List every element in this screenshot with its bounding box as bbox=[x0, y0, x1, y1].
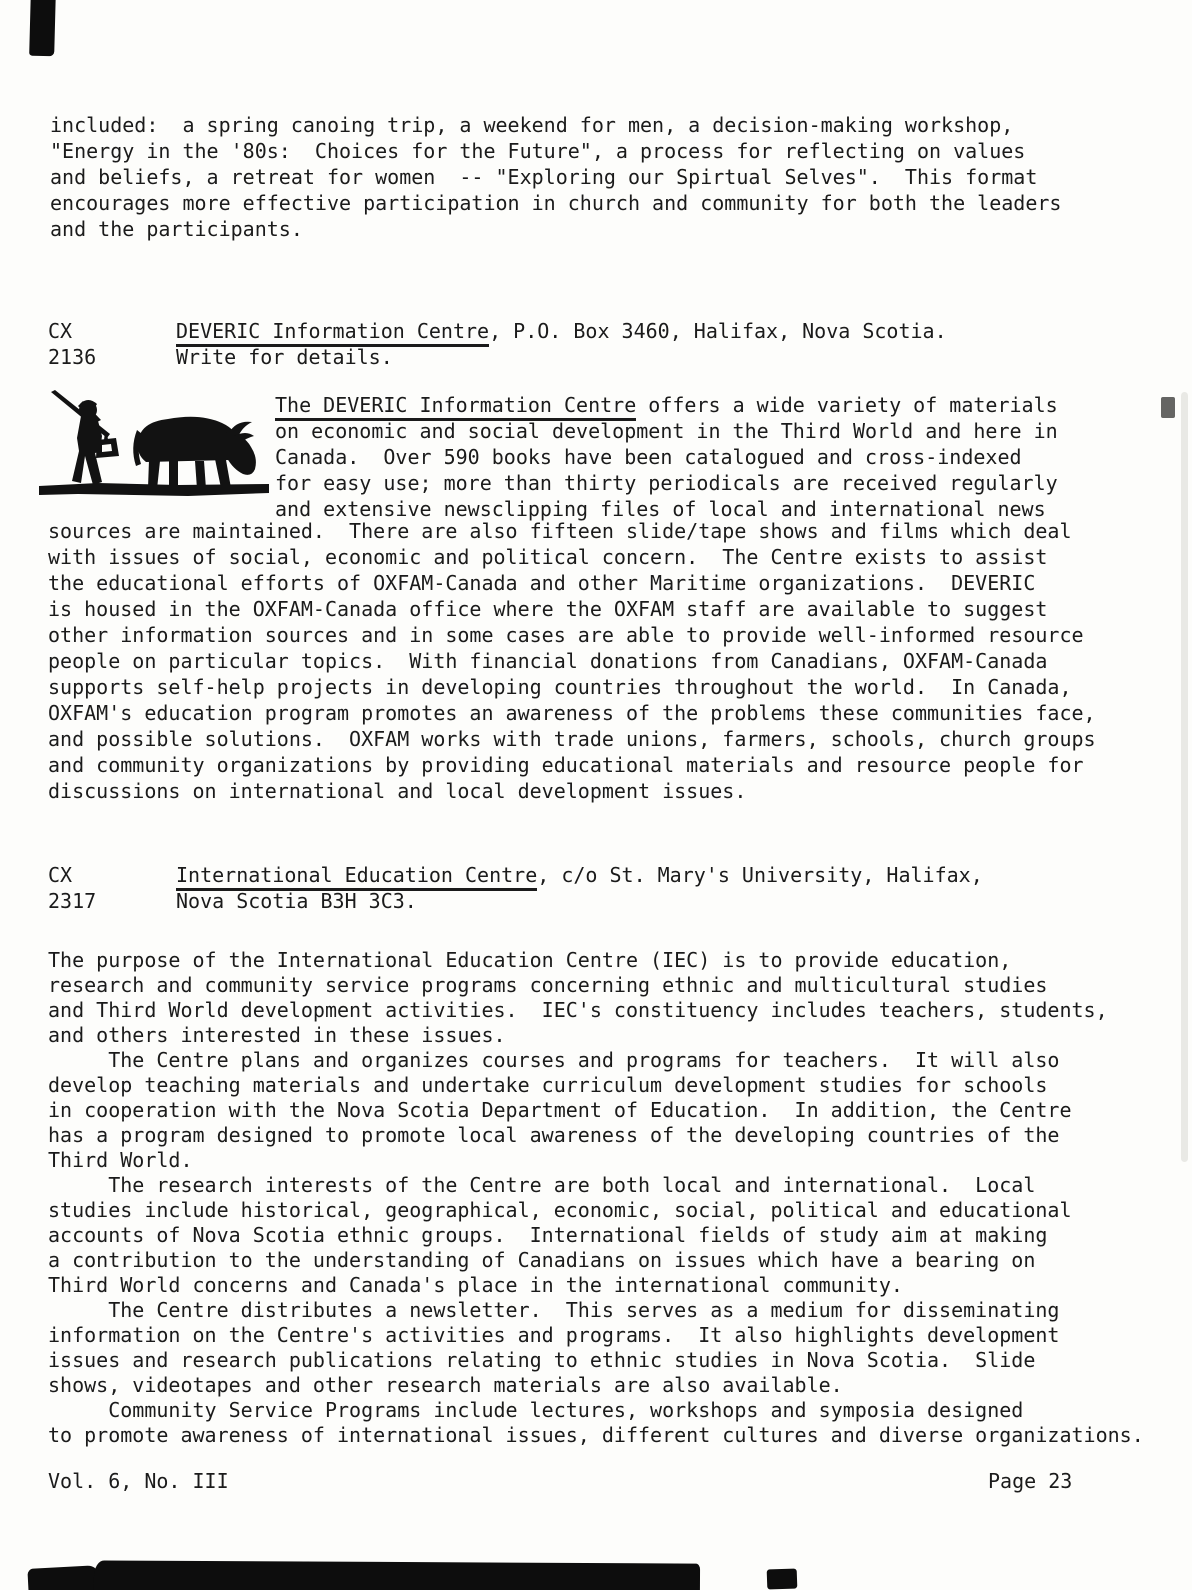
footer-volume bbox=[48, 1468, 229, 1494]
text-line: and extensive newsclipping files of local and international news bbox=[275, 497, 1046, 521]
deveric-paragraph-indented bbox=[275, 392, 1058, 522]
entry-code-prefix: CX bbox=[48, 863, 73, 887]
deveric-lead-rest: offers a wide variety of materials bbox=[636, 393, 1058, 417]
text-line: on economic and social development in the Third World and here in bbox=[275, 419, 1058, 443]
footer-page-number bbox=[988, 1468, 1072, 1494]
scan-artifact-bottom-bar bbox=[94, 1560, 700, 1590]
text-line: with issues of social, economic and political concern. The Centre exists to assist bbox=[48, 545, 1048, 569]
scan-artifact-top-left-bar bbox=[29, 0, 56, 56]
text-line: and the participants. bbox=[50, 217, 303, 241]
text-line: research and community service programs concerning ethnic and multicultural studies bbox=[48, 973, 1048, 997]
illustration-silhouette bbox=[39, 390, 269, 496]
text-line: to promote awareness of international issues, different cultures and diverse organizations. bbox=[48, 1423, 1144, 1447]
entry-title-deveric bbox=[176, 318, 947, 370]
entry-title-line bbox=[176, 862, 983, 888]
text-line: Community Service Programs include lectures, workshops and symposia designed bbox=[48, 1398, 1024, 1422]
text-line: information on the Centre's activities and programs. It also highlights development bbox=[48, 1323, 1060, 1347]
scan-artifact-right-edge-shadow bbox=[1181, 392, 1188, 1162]
text-line: studies include historical, geographical, economic, social, political and educational bbox=[48, 1198, 1072, 1222]
text-line: a contribution to the understanding of Canadians on issues which have a bearing on bbox=[48, 1248, 1036, 1272]
text-line: has a program designed to promote local awareness of the developing countries of the bbox=[48, 1123, 1060, 1147]
text-line: discussions on international and local development issues. bbox=[48, 779, 747, 803]
text-line: The Centre plans and organizes courses and programs for teachers. It will also bbox=[48, 1048, 1060, 1072]
footer-page-text: Page 23 bbox=[988, 1469, 1073, 1493]
intro-paragraph bbox=[50, 112, 1061, 242]
entry-title-underlined: International Education Centre bbox=[176, 863, 537, 891]
entry-title-line2: Write for details. bbox=[176, 345, 393, 369]
text-line: for easy use; more than thirty periodicals are received regularly bbox=[275, 471, 1058, 495]
text-line: develop teaching materials and undertake curriculum development studies for schools bbox=[48, 1073, 1048, 1097]
entry-code-number: 2317 bbox=[48, 889, 97, 913]
text-line: and Third World development activities. IEC's constituency includes teachers, students, bbox=[48, 998, 1108, 1022]
deveric-lead-line bbox=[275, 392, 1058, 418]
text-line: other information sources and in some cases are able to provide well-informed resource bbox=[48, 623, 1084, 647]
text-line: sources are maintained. There are also fifteen slide/tape shows and films which deal bbox=[48, 519, 1072, 543]
text-line: The purpose of the International Education Centre (IEC) is to provide education, bbox=[48, 948, 1012, 972]
deveric-lead-underlined: The DEVERIC Information Centre bbox=[275, 393, 636, 421]
entry-title-line2: Nova Scotia B3H 3C3. bbox=[176, 889, 417, 913]
text-line: people on particular topics. With financial donations from Canadians, OXFAM-Canada bbox=[48, 649, 1048, 673]
text-line: and others interested in these issues. bbox=[48, 1023, 506, 1047]
text-line: Canada. Over 590 books have been catalogued and cross-indexed bbox=[275, 445, 1022, 469]
scan-artifact-bottom-small-mark bbox=[767, 1568, 798, 1589]
deveric-paragraph bbox=[48, 518, 1096, 804]
text-line: and beliefs, a retreat for women -- "Exploring our Spirtual Selves". This format bbox=[50, 165, 1038, 189]
entry-title-underlined: DEVERIC Information Centre bbox=[176, 319, 489, 347]
text-line: Third World. bbox=[48, 1148, 193, 1172]
entry-title-iec bbox=[176, 862, 983, 914]
text-line: shows, videotapes and other research materials are also available. bbox=[48, 1373, 843, 1397]
entry-code-cx2136 bbox=[48, 318, 96, 370]
entry-code-cx2317 bbox=[48, 862, 96, 914]
text-line: is housed in the OXFAM-Canada office where the OXFAM staff are available to suggest bbox=[48, 597, 1048, 621]
text-line: Third World concerns and Canada's place in the international community. bbox=[48, 1273, 903, 1297]
iec-paragraphs bbox=[48, 948, 1144, 1448]
text-line: encourages more effective participation in church and community for both the leaders bbox=[50, 191, 1062, 215]
entry-title-rest: , c/o St. Mary's University, Halifax, bbox=[537, 863, 983, 887]
text-line: OXFAM's education program promotes an awareness of the problems these communities face, bbox=[48, 701, 1096, 725]
deveric-indented-lines bbox=[275, 418, 1058, 522]
text-line: supports self-help projects in developing countries throughout the world. In Canada, bbox=[48, 675, 1072, 699]
entry-code-number: 2136 bbox=[48, 345, 97, 369]
scan-artifact-bottom-left-wedge bbox=[27, 1565, 100, 1590]
farmer-buffalo-illustration bbox=[38, 390, 270, 502]
text-line: and possible solutions. OXFAM works with trade unions, farmers, schools, church groups bbox=[48, 727, 1096, 751]
scan-artifact-right-edge-tick bbox=[1161, 397, 1175, 418]
entry-title-line bbox=[176, 318, 947, 344]
entry-code-prefix: CX bbox=[48, 319, 73, 343]
text-line: the educational efforts of OXFAM-Canada and other Maritime organizations. DEVERIC bbox=[48, 571, 1036, 595]
text-line: "Energy in the '80s: Choices for the Future", a process for reflecting on values bbox=[50, 139, 1026, 163]
entry-title-rest: , P.O. Box 3460, Halifax, Nova Scotia. bbox=[489, 319, 947, 343]
text-line: The Centre distributes a newsletter. This serves as a medium for disseminating bbox=[48, 1298, 1060, 1322]
footer-volume-text: Vol. 6, No. III bbox=[48, 1469, 229, 1493]
text-line: included: a spring canoing trip, a weekend for men, a decision-making workshop, bbox=[50, 113, 1014, 137]
text-line: and community organizations by providing educational materials and resource people for bbox=[48, 753, 1084, 777]
text-line: in cooperation with the Nova Scotia Department of Education. In addition, the Centre bbox=[48, 1098, 1072, 1122]
text-line: issues and research publications relating to ethnic studies in Nova Scotia. Slide bbox=[48, 1348, 1036, 1372]
text-line: accounts of Nova Scotia ethnic groups. International fields of study aim at making bbox=[48, 1223, 1048, 1247]
text-line: The research interests of the Centre are both local and international. Local bbox=[48, 1173, 1036, 1197]
